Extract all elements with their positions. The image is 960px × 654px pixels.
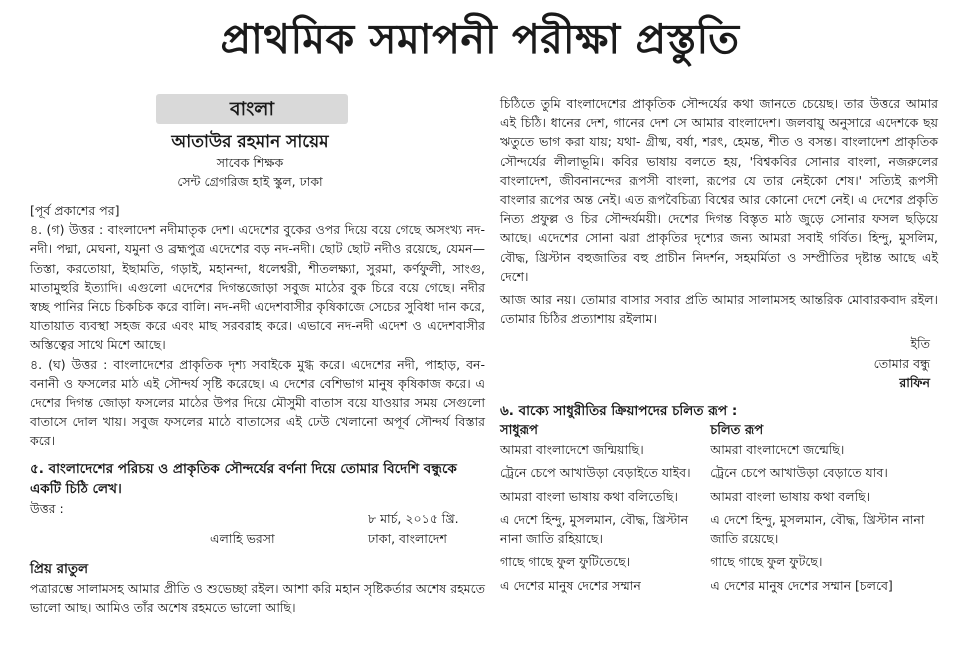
letter-body: চিঠিতে তুমি বাংলাদেশের প্রাকৃতিক সৌন্দর্যের কথা জানতে চেয়েছ। তার উত্তরে আমার এই চিঠি। ধানের দেশ, গানের দেশ সে আমার বাংলাদেশ। জলবায়ু অনুসারে এদেশকে ছয় ঋতুতে ভাগ করা যায়; যথা- গ্রীষ্ম, বর্ষা, শরৎ, হেমন্ত, শীত ও বসন্ত। বাংলাদেশ প্রাকৃতিক সৌন্দর্যের লীলাভূমি। কবির ভাষায় বলতে হয়, 'বিশ্বকবির সোনার বাংলা, নজরুলের বাংলাদেশ, জীবনানন্দের রূপসী বাংলা, রূপের যে তার নেইকো শেষ।' সত্যিই রূপসী বাংলার রূপের অন্ত নেই। এত রূপবৈচিত্র্য বিশ্বের আর কোনো দেশে নেই। এ দেশের প্রকৃতি নিত্য প্রফুল্ল ও চির সৌন্দর্যময়ী। দেশের দিগন্ত বিস্তৃত মাঠ জুড়ে সোনার ফসল ছড়িয়ে আছে। এদেশের সোনা ঝরা প্রাকৃতির দৃশ্যের জন্য আমরা সবাই গর্বিত। হিন্দু, মুসলিম, বৌদ্ধ, খ্রিস্টান বহুজাতির বহু প্রাচীন নিদর্শন, সহমর্মিতা ও সম্প্রীতির দৃষ্টান্ত আছে এই দেশে। [500, 96, 938, 284]
sadhu-cell: এ দেশের মানুষ দেশের সম্মান [500, 577, 641, 593]
answer-4-ga: ৪. (গ) উত্তর : বাংলাদেশ নদীমাতৃক দেশ। এদেশের বুকের ওপর দিয়ে বয়ে গেছে অসংখ্য নদ-নদী। পদ্মা, মেঘনা, যমুনা ও ব্রহ্মপুত্র এদেশের বড় নদ-নদী। ছোট ছোট নদীও রয়েছে, যেমন— তিস্তা, করতোয়া, ইছামতি, গড়াই, মহানন্দা, ধলেশ্বরী, শীতলক্ষ্যা, সুরমা, কর্ণফুলী, সাংগু, মাতামুহুরি ইত্যাদি। এগুলো এদেশের দিগন্তজোড়া সবুজ মাঠের বুক চিরে বয়ে গেছে। নদীর স্বচ্ছ পানির নিচে চিকচিক করে বালি। নদ-নদী এদেশবাসীর কৃষিকাজে সেচের সুবিধা দান করে, যাতায়াত ব্যবস্থা সহজ করে এবং মাছ সরবরাহ করে। এভাবে নদ-নদী এদেশ ও এদেশবাসীর অস্তিত্বের সাথে মিশে আছে। [30, 222, 485, 353]
author-name: আতাউর রহমান সায়েম [171, 132, 329, 152]
table-row [500, 577, 938, 601]
col-header-sadhu: সাধুরূপ [500, 422, 538, 438]
letter-opening: পত্রারম্ভে সালামসহ আমার প্রীতি ও শুভেচ্ছা রইল। আশা করি মহান সৃষ্টিকর্তার অশেষ রহমতে ভালো আছ। আমিও তাঁর অশেষ রহমতে ভালো আছি। [30, 580, 485, 615]
sign-name: রাফিন [899, 375, 930, 391]
table-row [500, 488, 938, 512]
subject-label: বাংলা [156, 94, 348, 124]
letter-closing: আজ আর নয়। তোমার বাসার সবার প্রতি আমার সালামসহ আন্তরিক মোবারকবাদ রইল। তোমার চিঠির প্রত্যাশায় রইলাম। [500, 292, 938, 327]
continued-note: [পূর্ব প্রকাশের পর] [30, 203, 120, 218]
page-title: প্রাথমিক সমাপনী পরীক্ষা প্রস্তুতি [220, 15, 740, 63]
sign-line-1: ইতি [910, 336, 930, 352]
letter-salutation: প্রিয় রাতুল [30, 560, 89, 577]
answer-4-gha: ৪. (ঘ) উত্তর : বাংলাদেশের প্রাকৃতিক দৃশ্য সবাইকে মুগ্ধ করে। এদেশের নদী, পাহাড়, বন-বনানী ও ফসলের মাঠ এই সৌন্দর্য সৃষ্টি করেছে। এ দেশের বেশিভাগ মানুষ কৃষিকাজ করে। এ দেশের দিগন্ত জোড়া ফসলের মাঠের উপর দিয়ে মৌসুমী বাতাস বয়ে যাওয়ার সময় সেগুলো বাতাসে দোল খায়। সবুজ ফসলের মাঠে বাতাসের এই ঢেউ খেলানো অপূর্ব সৌন্দর্য বিস্তার করে। [30, 356, 485, 449]
sadhu-cell: এ দেশে হিন্দু, মুসলমান, বৌদ্ধ, খ্রিস্টান নানা জাতি রহিয়াছে। [500, 512, 689, 546]
table-header-row [500, 421, 938, 441]
conversion-table [500, 421, 938, 601]
sadhu-cell: আমরা বাংলাদেশে জন্মিয়াছি। [500, 441, 644, 457]
right-column [500, 94, 938, 600]
letter-blessing: এলাহি ভরসা [210, 530, 275, 546]
left-column [30, 94, 485, 617]
answer-label: উত্তর : [30, 500, 64, 516]
table-row [500, 464, 938, 488]
table-row [500, 553, 938, 577]
question-5: ৫. বাংলাদেশের পরিচয় ও প্রাকৃতিক সৌন্দর্যের বর্ণনা দিয়ে তোমার বিদেশি বন্ধুকে একটি চিঠি লেখ। [30, 460, 457, 497]
question-6: ৬. বাক্যে সাধুরীতির ক্রিয়াপদের চলিত রূপ : [500, 402, 738, 419]
letter-place: ঢাকা, বাংলাদেশ [368, 530, 447, 546]
table-row [500, 441, 938, 465]
table-row [500, 511, 938, 553]
sadhu-cell: গাছে গাছে ফুল ফুটিতেছে। [500, 554, 631, 570]
author-block [130, 131, 370, 191]
sadhu-cell: আমরা বাংলা ভাষায় কথা বলিতেছি। [500, 488, 678, 504]
col-header-cholit: চলিত রূপ [710, 422, 764, 438]
cholit-cell: গাছে গাছে ফুল ফুটছে। [710, 554, 823, 570]
cholit-cell: আমরা বাংলাদেশে জন্মেছি। [710, 441, 845, 457]
author-role: সাবেক শিক্ষক [216, 155, 284, 170]
cholit-cell: আমরা বাংলা ভাষায় কথা বলছি। [710, 488, 871, 504]
letter-header [30, 499, 485, 559]
cholit-cell: এ দেশে হিন্দু, মুসলমান, বৌদ্ধ, খ্রিস্টান নানা জাতি রয়েছে। [710, 512, 925, 546]
letter-signature [500, 334, 938, 393]
sign-line-2: তোমার বন্ধু [873, 355, 930, 371]
sadhu-cell: ট্রেনে চেপে আখাউড়া বেড়াইতে যাইব। [500, 465, 691, 481]
cholit-cell: ট্রেনে চেপে আখাউড়া বেড়াতে যাব। [710, 465, 888, 481]
letter-date: ৮ মার্চ, ২০১৫ খ্রি. [368, 510, 459, 526]
author-school: সেন্ট গ্রেগরিজ হাই স্কুল, ঢাকা [177, 174, 323, 189]
cholit-cell: এ দেশের মানুষ দেশের সম্মান [চলবে] [710, 577, 893, 593]
